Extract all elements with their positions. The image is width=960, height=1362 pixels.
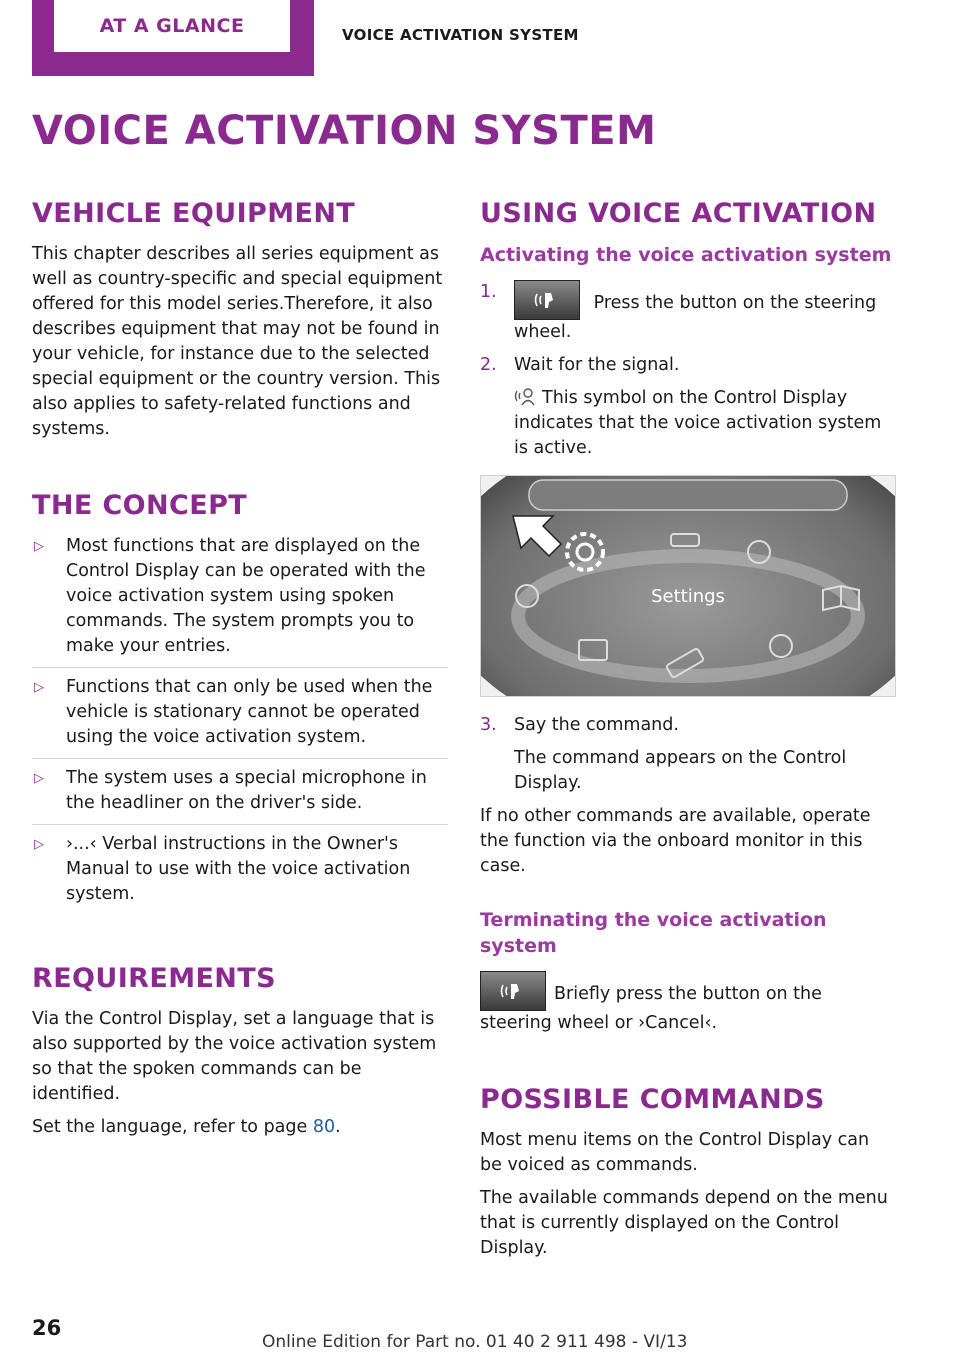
heading-possible-commands: POSSIBLE COMMANDS xyxy=(480,1084,825,1115)
heading-using-voice-activation: USING VOICE ACTIVATION xyxy=(480,198,877,229)
heading-requirements: REQUIREMENTS xyxy=(32,963,276,994)
voice-button-icon xyxy=(514,280,580,320)
screen-settings-label: Settings xyxy=(651,586,725,607)
requirements-text: Via the Control Display, set a language that is also supported by the voice activation system so that the spoken commands can be identified. xyxy=(32,1009,437,1104)
list-item: ▷ Functions that can only be used when the vehicle is stationary cannot be operated using the voice activation system. xyxy=(32,675,448,759)
step-3: 3. Say the command. xyxy=(480,715,679,735)
right-column xyxy=(480,196,896,1269)
header-section-label: VOICE ACTIVATION SYSTEM xyxy=(342,26,579,44)
step-3-note: The command appears on the Control Display. xyxy=(514,748,847,793)
heading-terminating: Terminating the voice activation system xyxy=(480,909,827,957)
heading-concept: THE CONCEPT xyxy=(32,490,248,521)
concept-list xyxy=(32,534,448,915)
page-link[interactable]: 80 xyxy=(312,1117,336,1137)
page-number: 26 xyxy=(32,1316,62,1340)
left-column xyxy=(32,196,448,1148)
heading-vehicle-equipment: VEHICLE EQUIPMENT xyxy=(32,198,356,229)
voice-active-icon xyxy=(514,386,536,406)
bullet-triangle-icon: ▷ xyxy=(34,771,44,786)
page-title: VOICE ACTIVATION SYSTEM xyxy=(32,108,657,154)
header-tab xyxy=(32,0,314,76)
bullet-triangle-icon: ▷ xyxy=(34,837,44,852)
list-item: ▷ The system uses a special microphone in the headliner on the driver's side. xyxy=(32,766,448,825)
terminating-text: Briefly press the button on the steering wheel or ›Cancel‹. xyxy=(480,971,896,1036)
footer-edition: Online Edition for Part no. 01 40 2 911 498 - VI/13 xyxy=(262,1332,688,1352)
bullet-triangle-icon: ▷ xyxy=(34,539,44,554)
heading-activating: Activating the voice activation system xyxy=(480,244,892,266)
step-2: 2. Wait for the signal. xyxy=(480,355,680,375)
no-commands-text: If no other commands are available, operate the function via the onboard monitor in this case. xyxy=(480,806,871,876)
list-item: ▷ Most functions that are displayed on the Control Display can be operated with the voice activation system using spoken commands. The system prompts you to make your entries. xyxy=(32,534,448,668)
list-item: ▷ ›...‹ Verbal instructions in the Owner's Manual to use with the voice activation system. xyxy=(34,834,411,904)
set-language-text: Set the language, refer to page 80. xyxy=(32,1117,341,1137)
possible-text-1: Most menu items on the Control Display can be voiced as commands. xyxy=(480,1130,870,1175)
step-1: 1. Press the button on the steering wheel. xyxy=(480,282,877,342)
bullet-triangle-icon: ▷ xyxy=(34,680,44,695)
possible-text-2: The available commands depend on the menu that is currently displayed on the Control Display. xyxy=(480,1188,888,1258)
vehicle-equipment-text: This chapter describes all series equipment as well as country-specific and special equipment offered for this model series.Therefore, it also describes equipment that may not be found in your vehicle, for instance due to the selected special equipment or the country version. This also applies to safety-related functions and systems. xyxy=(32,244,443,439)
control-display-screenshot xyxy=(480,475,896,697)
step-2-note: This symbol on the Control Display indicates that the voice activation system is active. xyxy=(514,388,882,458)
voice-button-icon xyxy=(480,971,546,1011)
header-tab-label[interactable]: AT A GLANCE xyxy=(54,0,290,52)
